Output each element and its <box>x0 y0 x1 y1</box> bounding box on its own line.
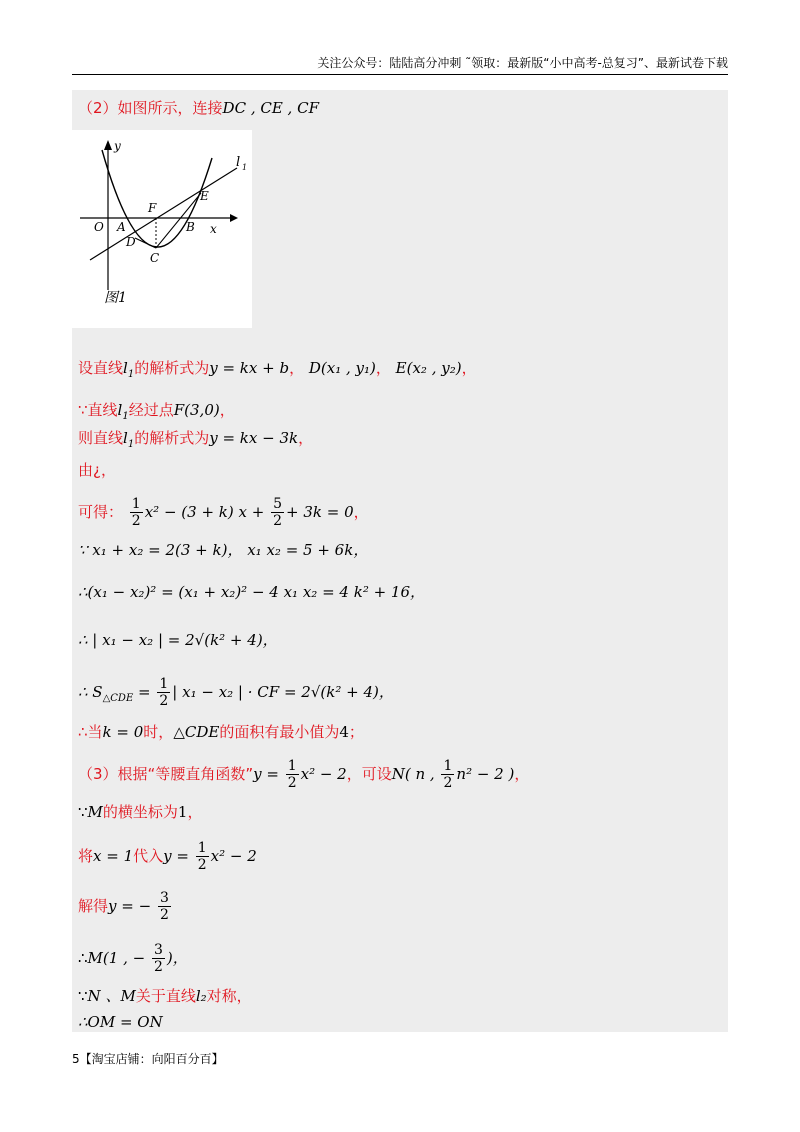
label-b: B <box>186 220 195 234</box>
label-a: A <box>117 220 126 234</box>
label-l1: l <box>236 155 241 170</box>
solve-line: 解得y = − $\frac{3}{2}$ <box>78 890 169 923</box>
segment-dc <box>135 238 156 248</box>
label-o: O <box>94 220 104 234</box>
substitute-line: 将x = 1代入y = $\frac{1}{2}$ x² − 2 <box>78 840 257 873</box>
part3-heading: （3）根据“等腰直角函数”y = $\frac{1}{2}$ x² − 2，可设N( n , $\frac{1}{2}$ n² − 2 )， <box>78 758 530 791</box>
page-footer: 5【淘宝店铺：向阳百分百】 <box>72 1052 224 1066</box>
parabola-graph <box>72 130 252 328</box>
om-on-line: ∴OM = ON <box>78 1013 163 1031</box>
square-line: ∴(x₁ − x₂)² = (x₁ + x₂)² − 4 x₁ x₂ = 4 k² + 16， <box>78 583 426 601</box>
l1-setup-line: 设直线$l_1$的解析式为y = kx + b， D(x₁ , y₁)， E(x₂ , y₂)， <box>78 359 477 380</box>
x-axis-arrow-icon <box>230 214 238 222</box>
quadratic-line: 可得： $\frac{1}{2}$ x² − (3 + k) x + $\frac{5}{2}$ + 3k = 0， <box>78 496 369 529</box>
figure-caption: 图1 <box>104 290 127 306</box>
label-l1-sub: 1 <box>242 163 248 172</box>
page-header: 关注公众号：陆陆高分冲刺 ˜领取：最新版“小中高考-总复习”、最新试卷下载 <box>72 54 728 75</box>
l1-pass-line: ∵直线$l_1$经过点F(3,0)， <box>78 401 235 422</box>
vieta-line: ∵ x₁ + x₂ = 2(3 + k)， x₁ x₂ = 5 + 6k， <box>78 541 369 559</box>
label-f: F <box>148 201 157 215</box>
label-d: D <box>126 235 136 249</box>
abs-line: ∴ | x₁ − x₂ | = 2√(k² + 4)， <box>78 631 278 649</box>
l1-then-line: 则直线$l_1$的解析式为y = kx − 3k， <box>78 429 314 450</box>
area-line: ∴ $S_{\triangle CDE}$ = $\frac{1}{2}$ | x₁ − x₂ | · CF = 2√(k² + 4)， <box>78 676 394 709</box>
you-line: 由¿， <box>78 461 116 479</box>
label-c: C <box>150 251 160 265</box>
part2-heading: （2）如图所示，连接DC , CE , CF <box>78 99 319 117</box>
y-axis-arrow-icon <box>104 140 112 150</box>
m-point-line: ∴M(1 , − $\frac{3}{2}$ )， <box>78 942 188 975</box>
label-e: E <box>200 189 209 203</box>
label-x: x <box>210 222 217 236</box>
label-y: y <box>114 139 121 153</box>
parabola-figure <box>72 130 252 328</box>
min-area-line: ∴当k = 0时，△CDE的面积有最小值为4； <box>78 723 364 741</box>
symmetry-line: ∵N 、M关于直线l₂对称， <box>78 987 252 1005</box>
m-abscissa-line: ∵M的横坐标为1， <box>78 803 203 821</box>
